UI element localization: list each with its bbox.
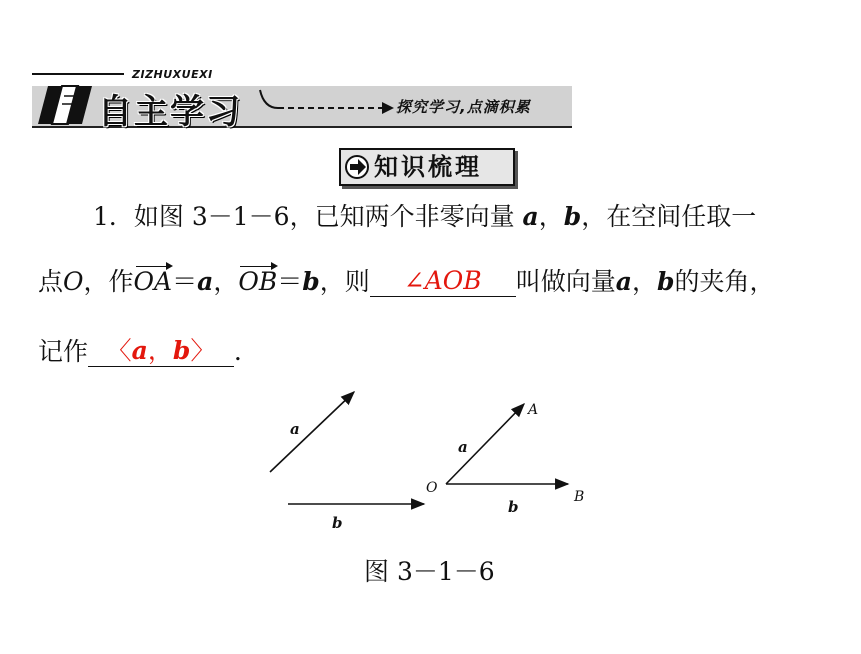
label-point-a: A — [528, 402, 539, 418]
text-segment: 点 — [38, 267, 64, 296]
bracket-close: 〉 — [190, 336, 216, 365]
text-segment: ，在空间任取一 — [581, 202, 757, 231]
label-point-b: B — [574, 489, 585, 505]
text-segment: ＝ — [172, 267, 198, 296]
text-segment: ，则 — [319, 267, 370, 296]
text-segment: ． — [234, 337, 260, 366]
text-segment: ，作 — [83, 267, 134, 296]
vector-oa: OA — [133, 267, 173, 296]
var-a: a — [615, 267, 632, 296]
point-o: O — [63, 267, 84, 296]
text-segment: ＝ — [277, 267, 303, 296]
banner-pinyin: ZIZHUXUEXI — [132, 68, 213, 81]
answer-blank-2 — [88, 336, 234, 367]
text-segment: 叫做向量 — [515, 267, 616, 296]
figure-caption: 图 3－1－6 — [364, 557, 495, 586]
section-tag-label: 知识梳理 — [374, 153, 482, 181]
section-tag — [339, 148, 515, 186]
text-segment: ， — [631, 267, 657, 296]
var-b: b — [656, 267, 675, 296]
section-banner — [32, 62, 572, 132]
paragraph-line-1 — [93, 202, 756, 232]
var-a: a — [522, 202, 539, 231]
text-segment: 记作 — [38, 337, 89, 366]
text-segment: 的夹角， — [674, 267, 775, 296]
text-segment: ， — [213, 267, 239, 296]
banner-title: 自主学习 — [98, 92, 242, 132]
vector-figure — [262, 384, 602, 534]
text-segment: ， — [147, 336, 173, 365]
arrow-right-icon — [345, 155, 371, 179]
label-b-right: b — [508, 498, 519, 516]
vector-ob: OB — [238, 267, 278, 296]
vector-a-left — [270, 392, 354, 472]
dashed-arrow-icon — [256, 88, 416, 118]
text-segment: 1．如图 3－1－6，已知两个非零向量 — [93, 202, 523, 231]
label-point-o: O — [426, 480, 438, 496]
var-b: b — [563, 202, 582, 231]
paragraph-line-2 — [38, 266, 774, 297]
answer-notation — [107, 336, 216, 365]
var-a: a — [197, 267, 214, 296]
var-b: b — [302, 267, 320, 296]
label-b-left: b — [332, 514, 343, 532]
paragraph-line-3 — [38, 336, 259, 367]
var-a: a — [131, 336, 148, 365]
bracket-open: 〈 — [106, 336, 132, 365]
label-a-right: a — [458, 438, 468, 456]
banner-divider — [32, 73, 124, 75]
label-a-left: a — [290, 420, 300, 438]
answer-blank-1 — [370, 266, 516, 297]
answer-angle-aob: ∠AOB — [403, 266, 482, 295]
var-b: b — [172, 336, 191, 365]
banner-subtitle: 探究学习,点滴积累 — [396, 98, 531, 116]
book-icon — [34, 82, 96, 126]
text-segment: ， — [538, 202, 564, 231]
